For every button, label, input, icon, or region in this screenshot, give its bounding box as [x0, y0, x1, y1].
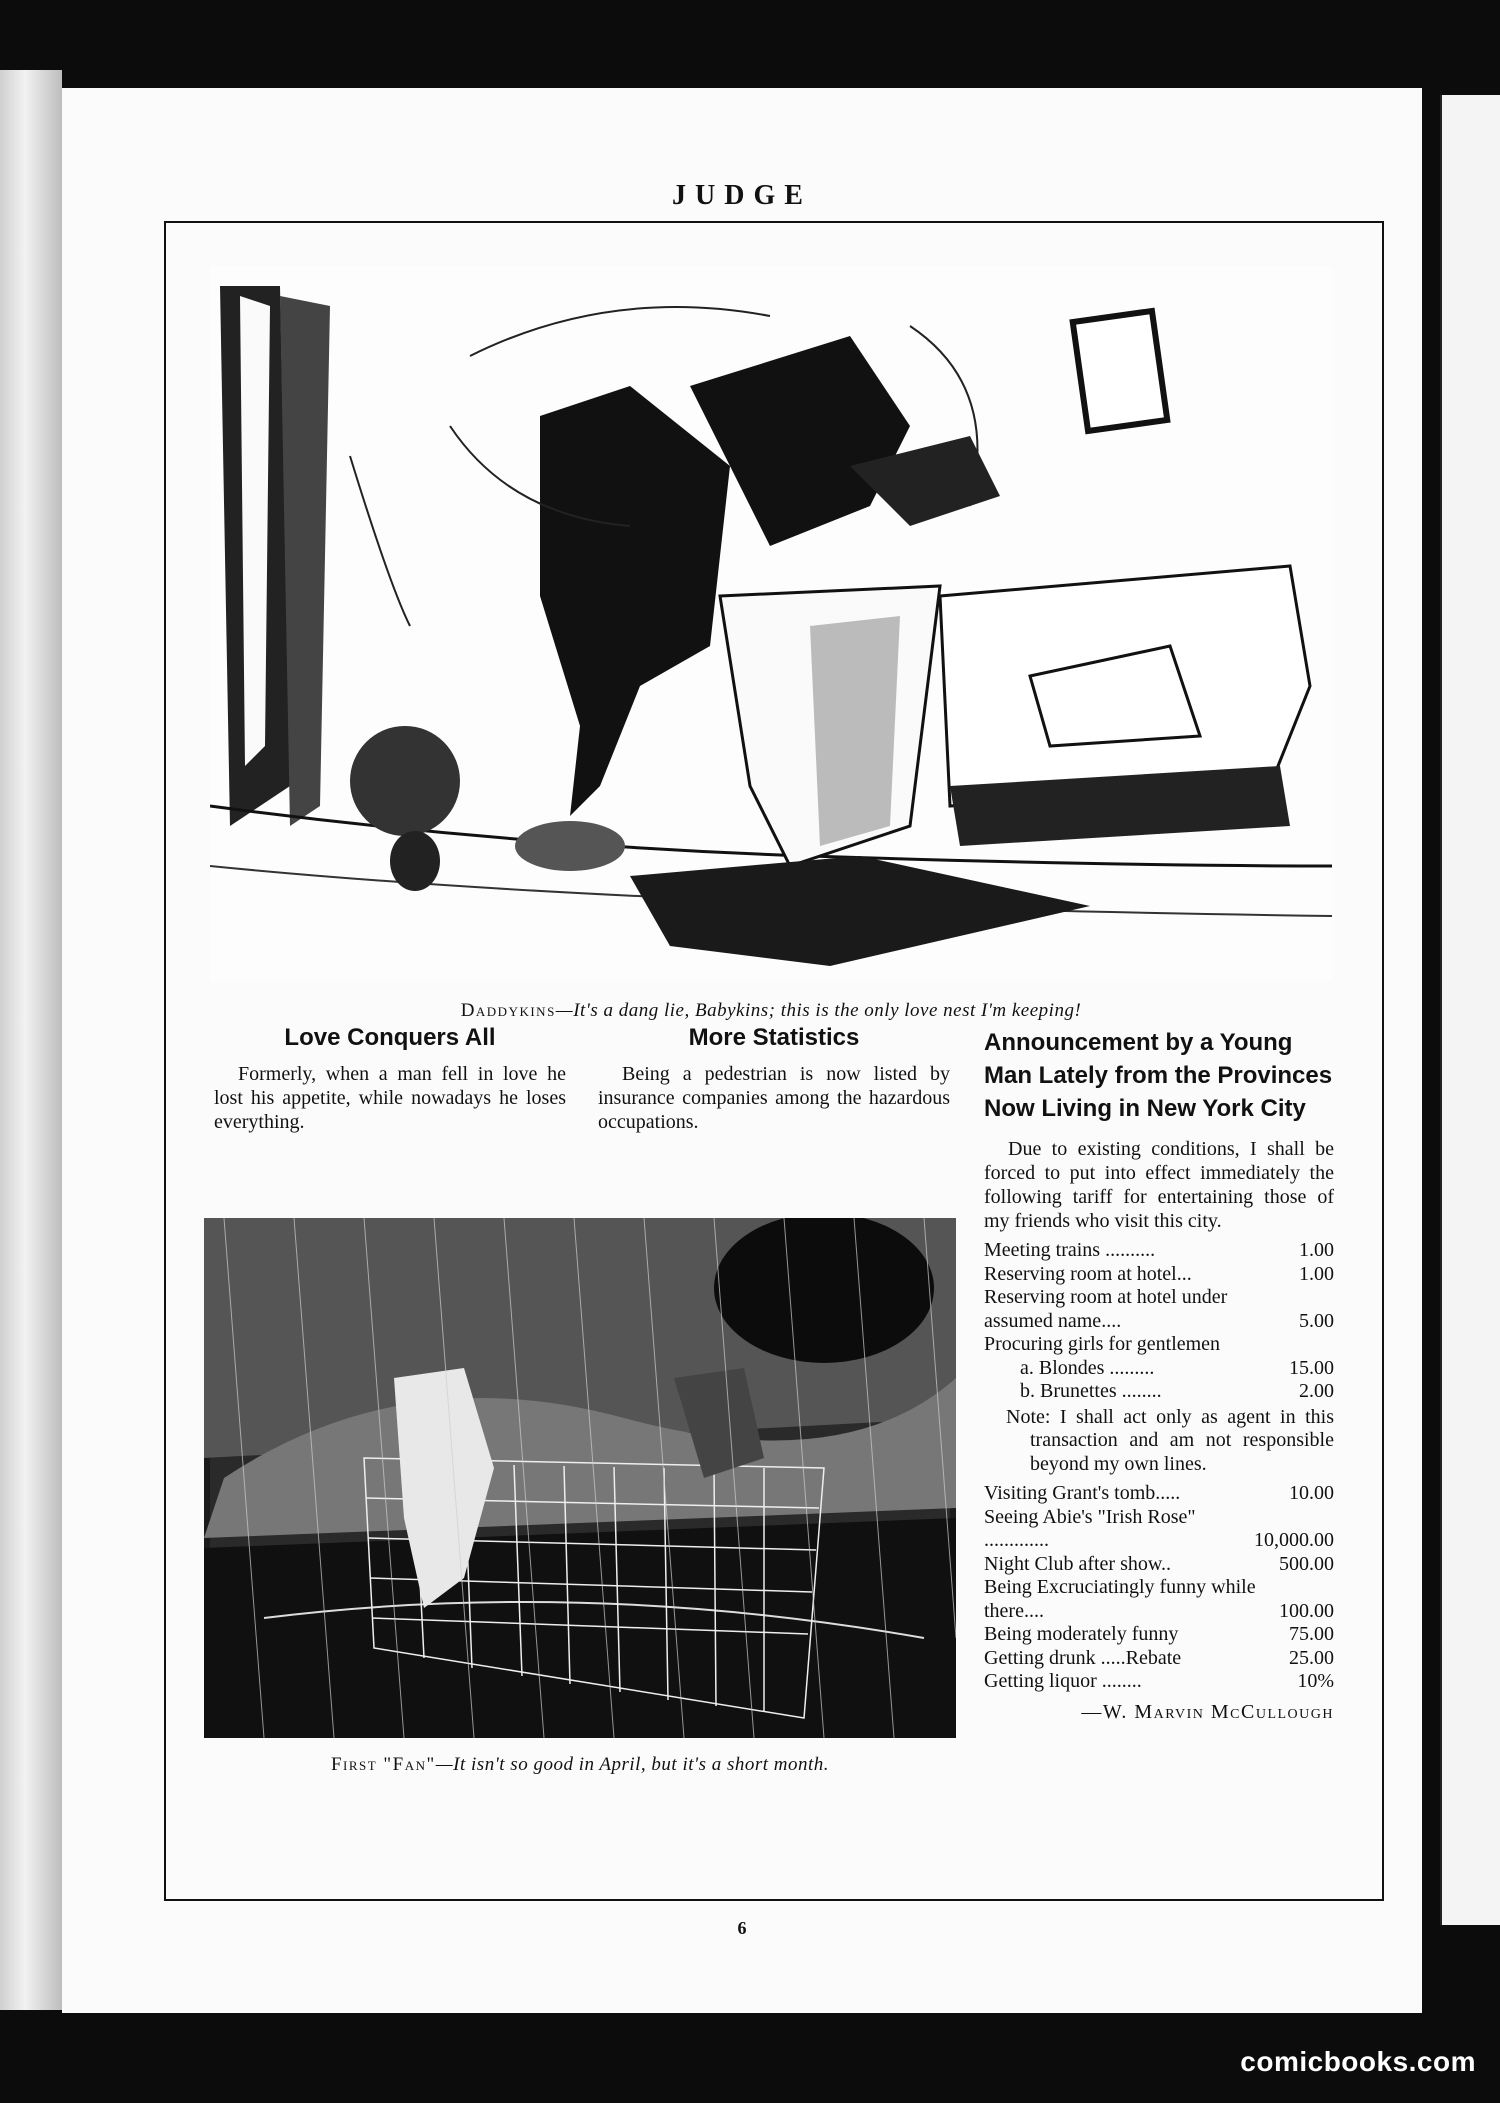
article-body: Formerly, when a man fell in love he lost his appetite, while nowadays he loses everything. [214, 1063, 566, 1133]
article-announcement [984, 1026, 1334, 1724]
tariff-item: Getting drunk .....Rebate 25.00 [984, 1646, 1334, 1669]
facing-page-edge [1440, 95, 1500, 1925]
article-love-conquers-all [214, 1026, 566, 1134]
tariff-item: a. Blondes ......... 15.00 [1020, 1356, 1334, 1379]
tariff-list [984, 1239, 1334, 1404]
book-spine-edge [0, 70, 62, 2010]
page-number: 6 [737, 1918, 747, 1938]
tariff-item: Reserving room at hotel under assumed name.... 5.00 [984, 1286, 1334, 1332]
article-intro: Due to existing conditions, I shall be forced to put into effect immediately the following tariff for entertaining those of my friends who visit this city. [984, 1138, 1334, 1232]
cartoon-top-caption [210, 1000, 1332, 1022]
cartoon-top-line: —It's a dang lie, Babykins; this is the only love nest I'm keeping! [555, 1000, 1082, 1021]
tariff-note: Note: I shall act only as agent in this transaction and am not responsible beyond my own lines. [1006, 1405, 1334, 1475]
cartoon-bottom-speaker: First "Fan" [330, 1754, 436, 1775]
tariff-item: Reserving room at hotel... 1.00 [984, 1262, 1334, 1285]
cartoon-top-illustration [210, 266, 1332, 981]
tariff-item: Seeing Abie's "Irish Rose" ............. 10,000.00 [984, 1505, 1334, 1551]
article-title: Love Conquers All [284, 1024, 496, 1051]
cartoon-bottom-line: —It isn't so good in April, but it's a short month. [435, 1754, 830, 1775]
byline: —W. Marvin McCullough [1081, 1700, 1334, 1723]
tariff-item: Meeting trains .......... 1.00 [984, 1239, 1334, 1261]
tariff-item: Getting liquor ........ 10% [984, 1670, 1334, 1692]
masthead: JUDGE [672, 180, 812, 211]
cartoon-top-speaker: Daddykins [460, 1000, 556, 1021]
watermark-text: comicbooks.com [1240, 2046, 1476, 2077]
tariff-list-continued [984, 1482, 1334, 1694]
article-more-statistics [598, 1026, 950, 1134]
article-title: Announcement by a Young Man Lately from the Provinces Now Living in New York City [984, 1029, 1333, 1122]
cartoon-bottom-illustration [204, 1218, 956, 1738]
tariff-item: Procuring girls for gentlemen [984, 1333, 1221, 1355]
magazine-page [62, 88, 1422, 2013]
tariff-item: Being Excruciatingly funny while there.... 100.00 [984, 1576, 1334, 1622]
tariff-item: Visiting Grant's tomb..... 10.00 [984, 1482, 1334, 1504]
tariff-item: Being moderately funny 75.00 [984, 1623, 1334, 1645]
cartoon-bottom-caption [204, 1754, 956, 1776]
tariff-item: Night Club after show.. 500.00 [984, 1552, 1334, 1575]
article-body: Being a pedestrian is now listed by insurance companies among the hazardous occupations. [598, 1063, 950, 1133]
tariff-item: b. Brunettes ........ 2.00 [1020, 1380, 1334, 1402]
article-title: More Statistics [688, 1024, 860, 1051]
